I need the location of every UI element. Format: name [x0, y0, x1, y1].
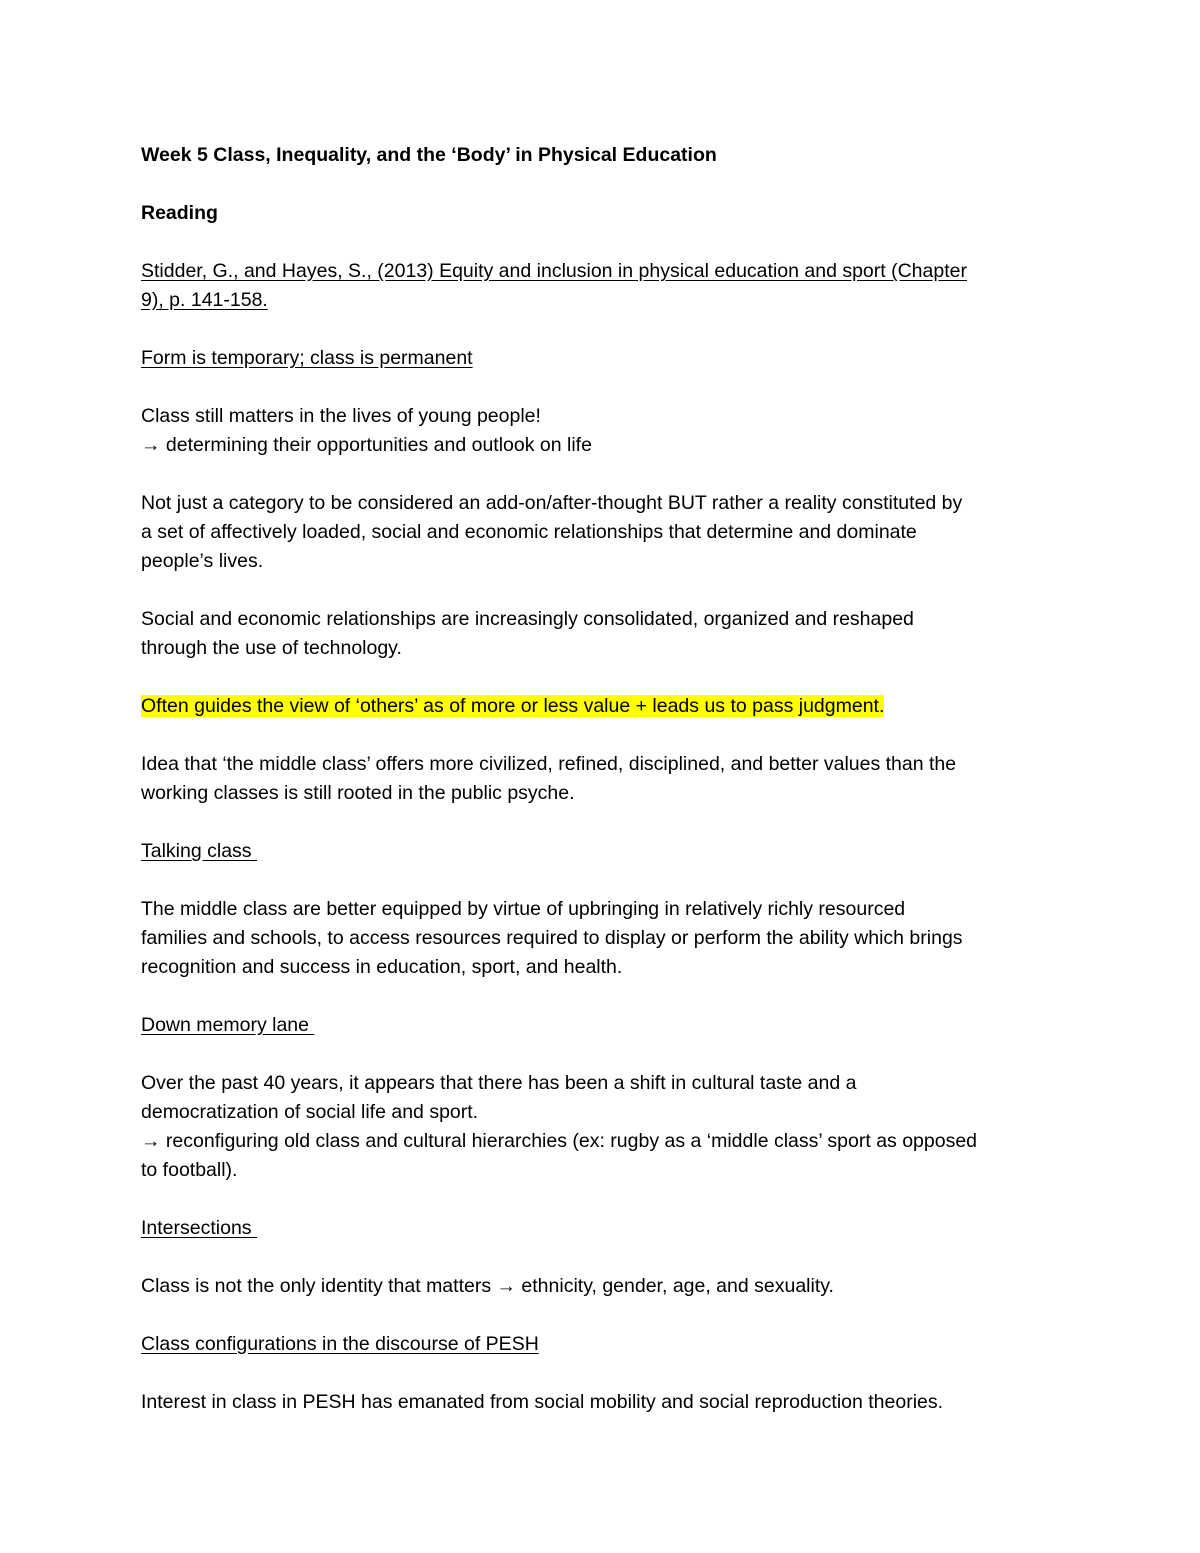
paragraph-line: Class is not the only identity that matters → ethnicity, gender, age, and sexuality. — [141, 1275, 834, 1297]
paragraph-not-just-category — [141, 489, 1071, 576]
paragraph-middle-class-idea — [141, 750, 1071, 808]
paragraph-line: The middle class are better equipped by virtue of upbringing in relatively richly resourced — [141, 898, 906, 920]
paragraph-line: families and schools, to access resources required to display or perform the ability which brings — [141, 927, 963, 949]
paragraph-class-not-only — [141, 1272, 1071, 1301]
section-heading-talking — [141, 837, 1071, 866]
section-heading-text: Down memory lane — [141, 1014, 315, 1036]
section-heading-memory — [141, 1011, 1071, 1040]
paragraph-line: Class still matters in the lives of young people! — [141, 405, 541, 427]
section-heading-configurations — [141, 1330, 1071, 1359]
section-heading-text: Talking class — [141, 840, 257, 862]
citation — [141, 257, 1071, 315]
paragraph-past-40 — [141, 1069, 1071, 1185]
paragraph-line: working classes is still rooted in the public psyche. — [141, 782, 575, 804]
document-title — [141, 141, 1071, 170]
paragraph-highlighted — [141, 692, 1071, 721]
paragraph-line: to football). — [141, 1159, 238, 1181]
paragraph-line: → determining their opportunities and outlook on life — [141, 434, 592, 456]
title-text: Week 5 Class, Inequality, and the ‘Body’ in Physical Education — [141, 144, 717, 166]
document-body — [141, 141, 1071, 1446]
paragraph-line: people’s lives. — [141, 550, 264, 572]
section-heading-text: Intersections — [141, 1217, 257, 1239]
paragraph-line: democratization of social life and sport. — [141, 1101, 479, 1123]
paragraph-line: Idea that ‘the middle class’ offers more civilized, refined, disciplined, and better values than the — [141, 753, 957, 775]
section-heading-text: Form is temporary; class is permanent — [141, 347, 473, 369]
section-heading-intersections — [141, 1214, 1071, 1243]
paragraph-line: → reconfiguring old class and cultural hierarchies (ex: rugby as a ‘middle class’ sport as opposed — [141, 1130, 978, 1152]
paragraph-line: Not just a category to be considered an add-on/after-thought BUT rather a reality constituted by — [141, 492, 963, 514]
paragraph-interest — [141, 1388, 1071, 1417]
citation-line: 9), p. 141-158. — [141, 289, 268, 311]
section-heading-text: Class configurations in the discourse of PESH — [141, 1333, 539, 1355]
paragraph-line: Interest in class in PESH has emanated from social mobility and social reproduction theories. — [141, 1391, 944, 1413]
reading-heading-text: Reading — [141, 202, 218, 224]
paragraph-line: through the use of technology. — [141, 637, 402, 659]
citation-line: Stidder, G., and Hayes, S., (2013) Equity and inclusion in physical education and sport (Chapter — [141, 260, 967, 282]
paragraph-class-matters — [141, 402, 1071, 460]
section-heading-form — [141, 344, 1071, 373]
paragraph-line: a set of affectively loaded, social and economic relationships that determine and dominate — [141, 521, 917, 543]
paragraph-social-economic — [141, 605, 1071, 663]
paragraph-middle-class-equipped — [141, 895, 1071, 982]
reading-heading — [141, 199, 1071, 228]
highlighted-text: Often guides the view of ‘others’ as of more or less value + leads us to pass judgment. — [141, 695, 885, 717]
paragraph-line: recognition and success in education, sport, and health. — [141, 956, 623, 978]
paragraph-line: Over the past 40 years, it appears that there has been a shift in cultural taste and a — [141, 1072, 857, 1094]
paragraph-line: Social and economic relationships are increasingly consolidated, organized and reshaped — [141, 608, 914, 630]
